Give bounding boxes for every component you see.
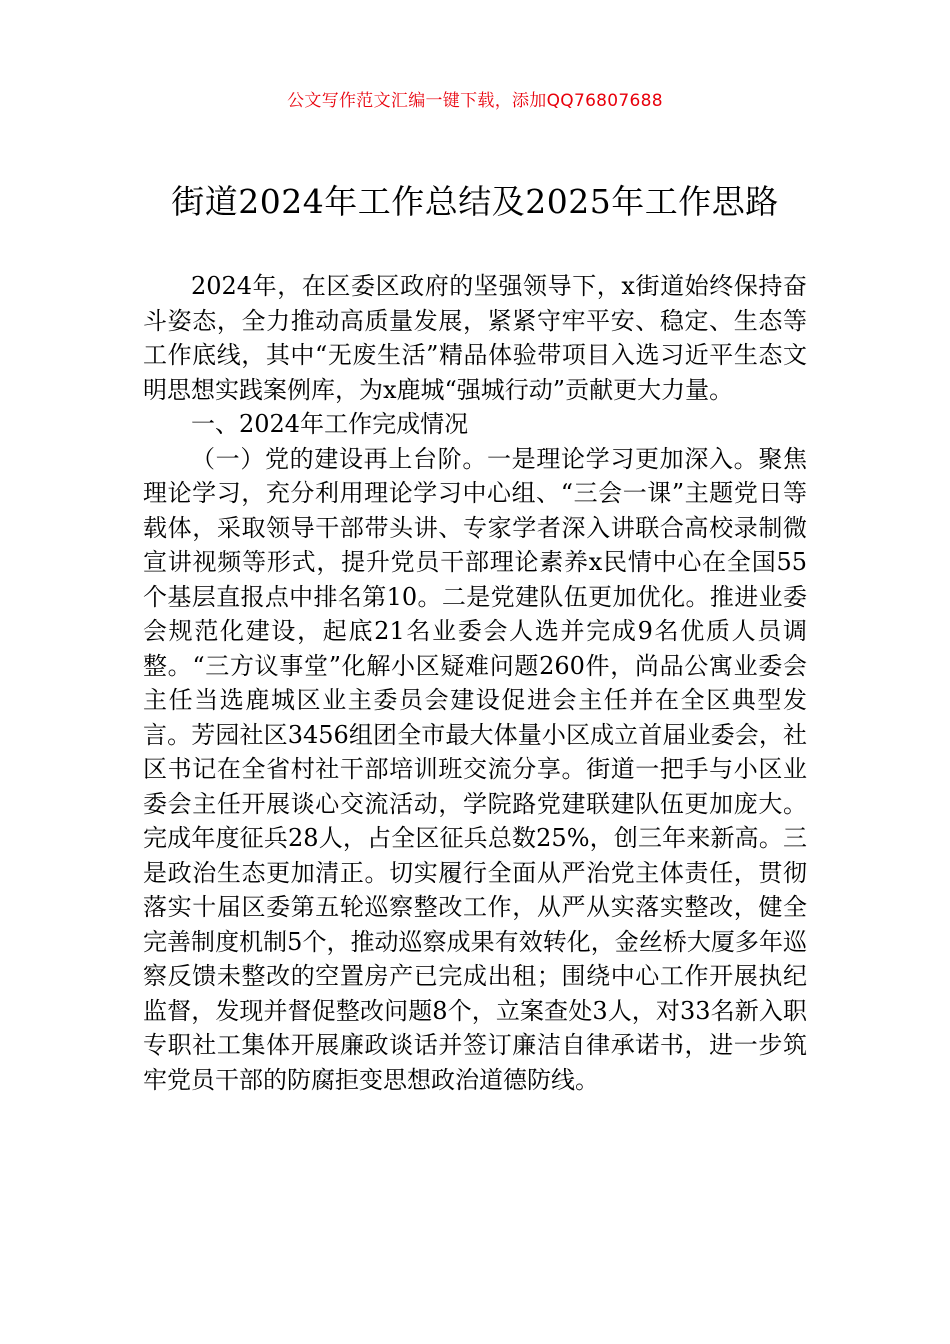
download-promo-note: 公文写作范文汇编一键下载，添加QQ76807688 [287,91,663,111]
section-heading: 一、2024年工作完成情况 [191,410,469,438]
party-building-paragraph: （一）党的建设再上台阶。一是理论学习更加深入。聚焦理论学习，充分利用理论学习中心组、“三会一课”主题党日等载体，采取领导干部带头讲、专家学者深入讲联合高校录制微宣讲视频等形式，提升党员干部理论素养x民情中心在全国55个基层直报点中排名第10。二是党建队伍更加优化。推进业委会规范化建设，起底21名业委会人选并完成9名优质人员调整。“三方议事堂”化解小区疑难问题260件，尚品公寓业委会主任当选鹿城区业主委员会建设促进会主任并在全区典型发言。芳园社区3456组团全市最大体量小区成立首届业委会，社区书记在全省村社干部培训班交流分享。街道一把手与小区业委会主任开展谈心交流活动，学院路党建联建队伍更加庞大。完成年度征兵28人，占全区征兵总数25%，创三年来新高。三是政治生态更加清正。切实履行全面从严治党主体责任，贯彻落实十届区委第五轮巡察整改工作，从严从实落实整改，健全完善制度机制5个，推动巡察成果有效转化，金丝桥大厦多年巡察反馈未整改的空置房产已完成出租；围绕中心工作开展执纪监督，发现并督促整改问题8个，立案查处3人，对33名新入职专职社工集体开展廉政谈话并签订廉洁自律承诺书，进一步筑牢党员干部的防腐拒变思想政治道德防线。 [143,444,807,1094]
document-title: 街道2024年工作总结及2025年工作思路 [171,182,779,221]
document-body [143,269,807,1097]
intro-paragraph: 2024年，在区委区政府的坚强领导下，x街道始终保持奋斗姿态，全力推动高质量发展，紧紧守牢平安、稳定、生态等工作底线，其中“无废生活”精品体验带项目入选习近平生态文明思想实践案例库，为x鹿城“强城行动”贡献更大力量。 [143,272,807,404]
